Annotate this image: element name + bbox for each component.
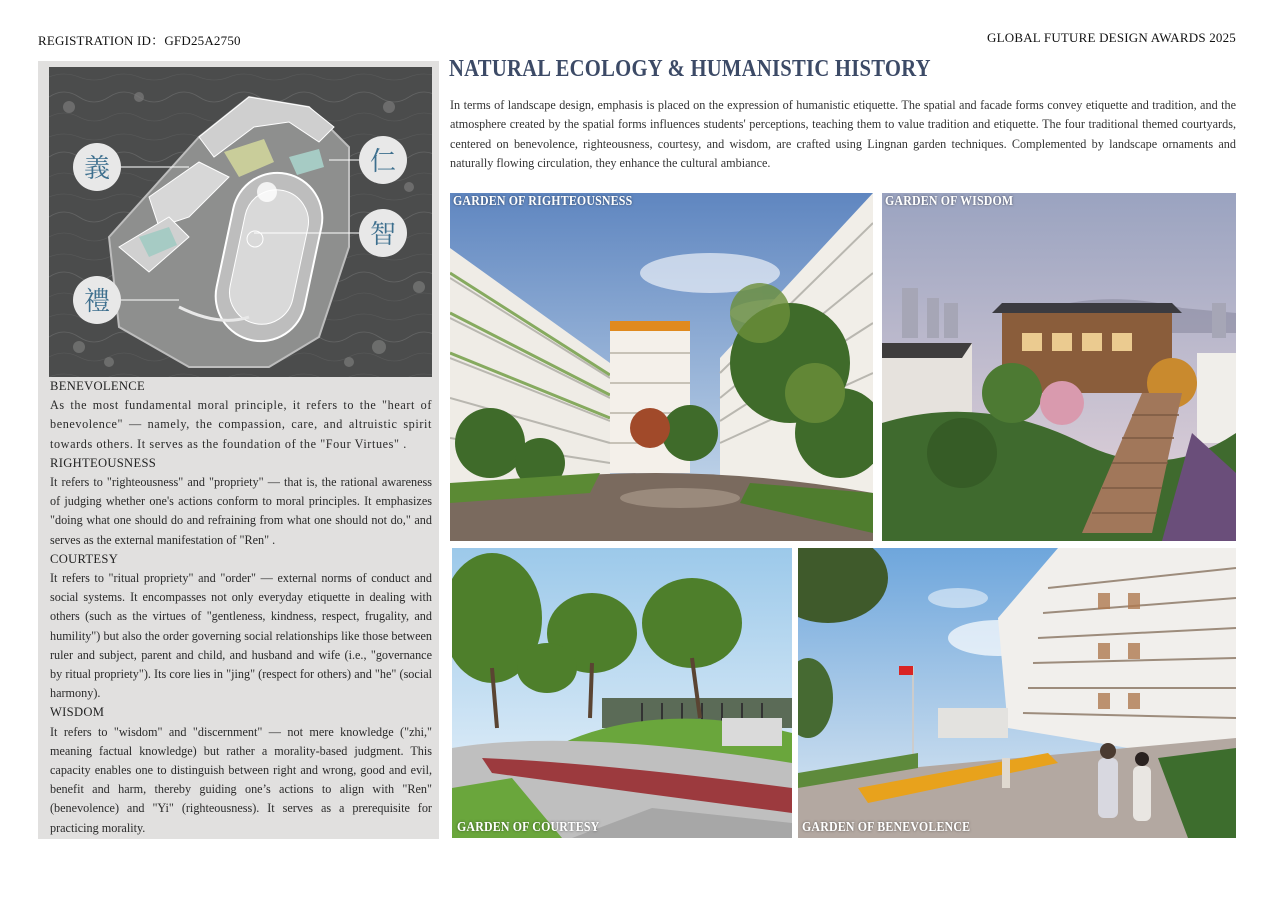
virtue-text-benevolence: As the most fundamental moral principle, it refers to the "heart of benevolence" — namely, the compassion, care, and altruistic spirit towards others. It serves as the foundation of the "Four Virtues" . [50, 398, 432, 451]
li-glyph-badge [73, 276, 121, 324]
caption-courtesy: GARDEN OF COURTESY [457, 820, 600, 835]
page-title: NATURAL ECOLOGY & HUMANISTIC HISTORY [449, 56, 931, 82]
svg-text:仁: 仁 [369, 147, 397, 177]
virtue-title-courtesy: COURTESY [50, 551, 119, 566]
virtue-text-righteousness: It refers to "righteousness" and "propriety" — that is, the rational awareness of judging whether one's actions conform to moral principles. It emphasizes "doing what one should do and refraining from what one should not do," and serves as the external manifestation of "Ren" . [50, 475, 432, 547]
virtues-panel [38, 61, 439, 839]
site-plan-image [49, 67, 432, 377]
virtue-text-courtesy: It refers to "ritual propriety" and "order" — external norms of conduct and social systems. It encompasses not only everyday etiquette in dealing with others (such as the virtues of "gentleness, kindness, respect, frugality, and humility") but also the order governing social relationships like those between ruler and subject, parent and child, and husband and wife (i.e., "governance by ritual propriety"). Its core lies in "jing" (respect for others) and "he" (social harmony). [50, 571, 432, 701]
virtue-title-wisdom: WISDOM [50, 705, 105, 720]
caption-righteousness: GARDEN OF RIGHTEOUSNESS [453, 194, 633, 209]
yi-glyph-badge [73, 143, 121, 191]
svg-text:禮: 禮 [83, 287, 111, 317]
ren-glyph-badge [359, 136, 407, 184]
virtue-title-righteousness: RIGHTEOUSNESS [50, 455, 157, 470]
zhi-glyph-badge [359, 209, 407, 257]
svg-text:義: 義 [83, 154, 111, 184]
righteousness-garden-photo [450, 193, 873, 541]
benevolence-garden-photo [798, 548, 1236, 838]
wisdom-garden-photo [882, 193, 1236, 541]
svg-text:智: 智 [369, 220, 397, 250]
virtue-text-wisdom: It refers to "wisdom" and "discernment" — not mere knowledge ("zhi," meaning factual knowledge) but rather a morality-based judgment. This capacity enables one to distinguish between right and wrong, good and evil, benefit and harm, thereby guiding one’s actions to align with "Ren" (benevolence) and "Yi" (righteousness). It serves as a prerequisite for practicing morality. [50, 724, 432, 835]
award-title: GLOBAL FUTURE DESIGN AWARDS 2025 [987, 30, 1236, 45]
intro-paragraph: In terms of landscape design, emphasis is placed on the expression of humanistic etiquette. The spatial and facade forms convey etiquette and tradition, and the atmosphere created by the spatial forms influences students' perceptions, teaching them to value tradition and etiquette. The four traditional themed courtyards, centered on benevolence, righteousness, courtesy, and wisdom, are crafted using Lingnan garden techniques. Complemented by landscape ornaments and naturally flowing circulation, they enhance the cultural ambiance. [450, 98, 1236, 170]
caption-wisdom: GARDEN OF WISDOM [885, 194, 1014, 209]
registration-id: REGISTRATION ID：GFD25A2750 [38, 33, 241, 48]
caption-benevolence: GARDEN OF BENEVOLENCE [802, 820, 971, 835]
courtesy-garden-photo [452, 548, 792, 838]
virtues-text [50, 377, 432, 838]
virtue-title-benevolence: BENEVOLENCE [50, 379, 145, 393]
